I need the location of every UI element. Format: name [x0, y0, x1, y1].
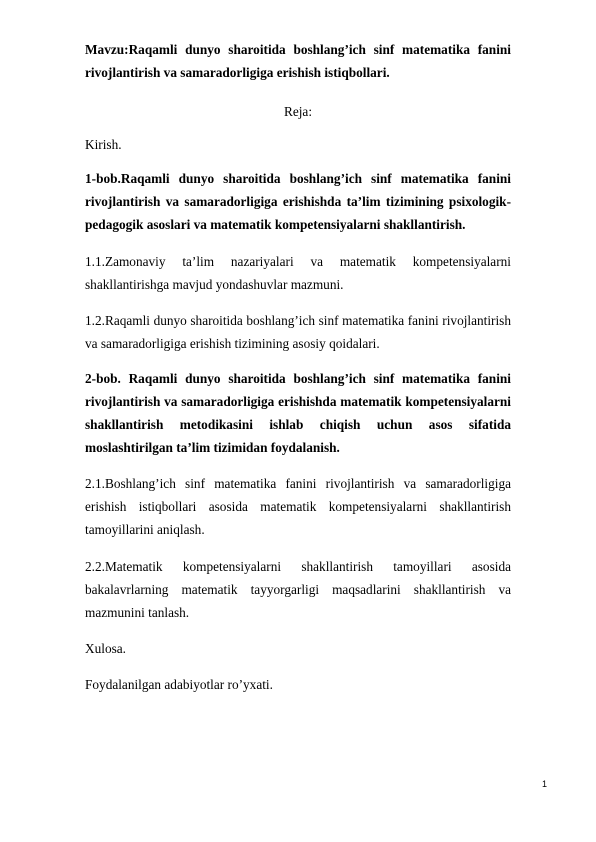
- topic-title: Mavzu:Raqamli dunyo sharoitida boshlang’ich sinf matematika fanini rivojlantirish va samaradorligiga erishish istiqbollari.: [85, 42, 511, 80]
- plan-heading: Reja:: [283, 104, 313, 119]
- chapter-1-title: 1-bob.Raqamli dunyo sharoitida boshlang’ich sinf matematika fanini rivojlantirish va samaradorligiga erishishda ta’lim tizimining psixologik-pedagogik asoslari va matematik kompetensiyalarni shakllantirish.: [85, 171, 511, 232]
- chapter-2-title: 2-bob. Raqamli dunyo sharoitida boshlang’ich sinf matematika fanini rivojlantirish va samaradorligiga erishishda matematik kompetensiyalarni shakllantirish metodikasini ishlab chiqish uchun asos sifatida moslashtirilgan ta’lim tizimidan foydalanish.: [85, 371, 511, 455]
- references-item: Foydalanilgan adabiyotlar ro’yxati.: [85, 677, 273, 692]
- section-1-1: 1.1.Zamonaviy ta’lim nazariyalari va matematik kompetensiyalarni shakllantirishga mavjud yondashuvlar mazmuni.: [85, 254, 511, 292]
- conclusion-item: Xulosa.: [85, 641, 126, 656]
- page-number: 1: [541, 779, 547, 789]
- section-2-2: 2.2.Matematik kompetensiyalarni shakllantirish tamoyillari asosida bakalavrlarning matematik tayyorgarligi maqsadlarini shakllantirish va mazmunini tanlash.: [85, 559, 511, 620]
- section-2-1: 2.1.Boshlang’ich sinf matematika fanini rivojlantirish va samaradorligiga erishish istiqbollari asosida matematik kompetensiyalarni shakllantirish tamoyillarini aniqlash.: [85, 476, 511, 537]
- section-1-2: 1.2.Raqamli dunyo sharoitida boshlang’ich sinf matematika fanini rivojlantirish va samaradorligiga erishish tizimining asosiy qoidalari.: [85, 313, 511, 351]
- intro-item: Kirish.: [85, 137, 122, 152]
